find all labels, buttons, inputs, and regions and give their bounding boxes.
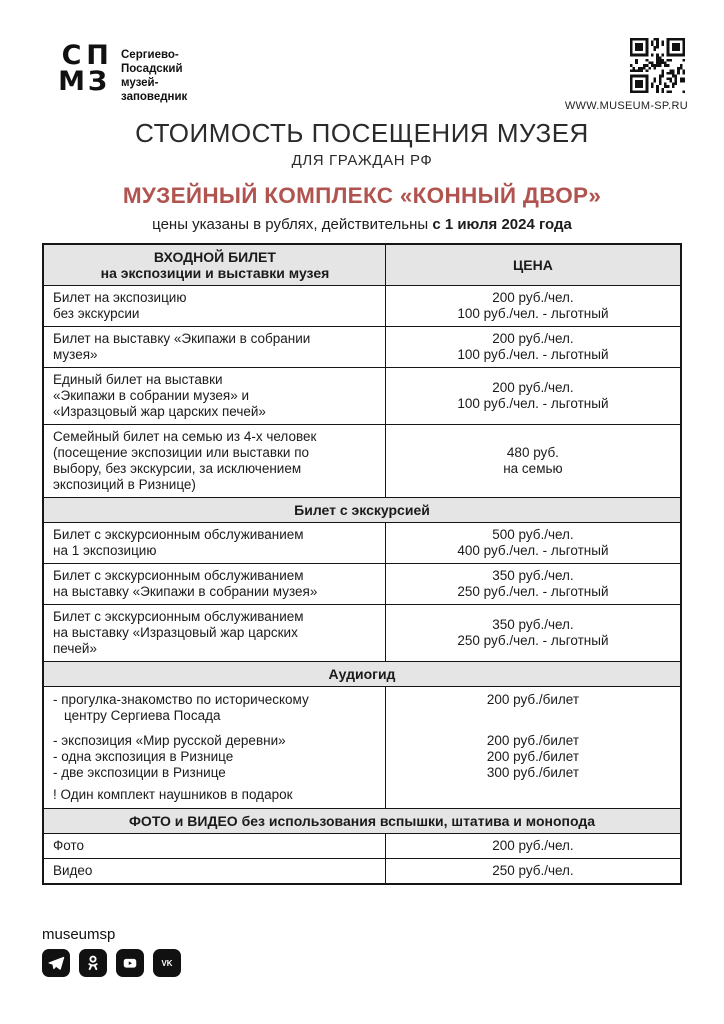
item-price-line: 400 руб./чел. - льготный bbox=[457, 543, 609, 558]
item-name-line: Единый билет на выставки bbox=[53, 372, 223, 387]
table-row bbox=[44, 522, 680, 563]
item-price-line: 250 руб./чел. - льготный bbox=[457, 584, 609, 599]
page-subtitle: ДЛЯ ГРАЖДАН РФ bbox=[291, 152, 433, 169]
audio-note-price bbox=[385, 781, 680, 808]
validity-note bbox=[0, 216, 724, 233]
section-row: Аудиогид bbox=[44, 661, 680, 686]
item-price-line: 100 руб./чел. - льготный bbox=[457, 347, 609, 362]
item-price bbox=[385, 605, 680, 661]
table-row bbox=[44, 563, 680, 604]
org-name-line: заповедник bbox=[121, 91, 188, 104]
youtube-icon bbox=[116, 949, 144, 977]
qr-block bbox=[556, 38, 688, 112]
audio-note: ! Один комплект наушников в подарок bbox=[53, 787, 293, 802]
table-row bbox=[44, 367, 680, 424]
item-price bbox=[385, 327, 680, 367]
item-price-line: 350 руб./чел. bbox=[492, 568, 574, 583]
audio-item bbox=[44, 749, 680, 765]
audio-item bbox=[44, 733, 680, 749]
social-icons-row bbox=[42, 949, 181, 977]
odnoklassniki-icon bbox=[79, 949, 107, 977]
item-name-line: экспозиций в Ризнице) bbox=[53, 477, 196, 492]
item-name bbox=[44, 859, 385, 883]
item-name bbox=[44, 368, 385, 424]
item-price bbox=[385, 523, 680, 563]
audio-item-line: - две экспозиции в Ризнице bbox=[53, 765, 226, 780]
table-row bbox=[44, 858, 680, 883]
item-price-line: 200 руб./чел. bbox=[492, 838, 574, 853]
org-name-line: Сергиево- bbox=[121, 49, 179, 61]
validity-prefix: цены указаны в рублях, действительны bbox=[152, 216, 433, 233]
item-name bbox=[44, 564, 385, 604]
item-name-line: «Изразцовый жар царских печей» bbox=[53, 404, 266, 419]
audio-item-line: - одна экспозиция в Ризнице bbox=[53, 749, 234, 764]
item-name-line: Билет с экскурсионным обслуживанием bbox=[53, 527, 304, 542]
item-name-line: без экскурсии bbox=[53, 306, 140, 321]
item-name bbox=[44, 605, 385, 661]
item-name-line: печей» bbox=[53, 641, 97, 656]
item-name-line: на выставку «Изразцовый жар царских bbox=[53, 625, 298, 640]
audio-item bbox=[44, 687, 680, 733]
audio-item bbox=[44, 765, 680, 781]
header-line: ВХОДНОЙ БИЛЕТ bbox=[153, 249, 276, 265]
logo-letter: М bbox=[58, 66, 84, 97]
logo-letter: П bbox=[86, 40, 108, 71]
audio-item-line: центру Сергиева Посада bbox=[64, 708, 221, 723]
item-price-line: на семью bbox=[503, 461, 563, 476]
website-url: WWW.MUSEUM-SP.RU bbox=[564, 100, 688, 112]
item-price-line: 250 руб./чел. - льготный bbox=[457, 633, 609, 648]
table-row bbox=[44, 833, 680, 858]
item-name-line: Видео bbox=[53, 863, 93, 878]
item-name-line: Билет на выставку «Экипажи в собрании bbox=[53, 331, 311, 346]
museum-logo-mark bbox=[58, 40, 110, 97]
logo-letter: С bbox=[61, 40, 81, 71]
audio-item-price: 200 руб./билет bbox=[385, 687, 680, 733]
page-title: СТОИМОСТЬ ПОСЕЩЕНИЯ МУЗЕЯ bbox=[135, 118, 589, 148]
section-row: ФОТО и ВИДЕО без использования вспышки, штатива и монопода bbox=[44, 808, 680, 833]
org-name bbox=[121, 43, 187, 104]
validity-date: с 1 июля 2024 года bbox=[432, 216, 572, 233]
table-header-row bbox=[44, 245, 680, 285]
audio-note-row bbox=[44, 781, 680, 808]
audiogid-row bbox=[44, 686, 680, 808]
item-name-line: Билет с экскурсионным обслуживанием bbox=[53, 609, 304, 624]
org-name-line: музей- bbox=[121, 77, 159, 90]
audio-item-price: 200 руб./билет bbox=[385, 733, 680, 749]
item-name-line: Билет на экспозицию bbox=[53, 290, 187, 305]
item-name-line: Семейный билет на семью из 4-х человек bbox=[53, 429, 317, 444]
audio-item-name bbox=[44, 687, 385, 733]
item-price bbox=[385, 859, 680, 883]
qr-code-icon bbox=[630, 38, 685, 93]
item-name bbox=[44, 425, 385, 497]
item-price bbox=[385, 564, 680, 604]
svg-text:VK: VK bbox=[161, 959, 173, 969]
item-price-line: 500 руб./чел. bbox=[492, 527, 574, 542]
item-name-line: Билет с экскурсионным обслуживанием bbox=[53, 568, 304, 583]
item-price-line: 250 руб./чел. bbox=[492, 863, 574, 878]
table-row bbox=[44, 604, 680, 661]
table-row bbox=[44, 285, 680, 326]
audio-item-price: 200 руб./билет bbox=[385, 749, 680, 765]
header-cell-ticket bbox=[44, 245, 385, 285]
audio-item-line: - прогулка-знакомство по историческому bbox=[53, 692, 309, 707]
item-price-line: 200 руб./чел. bbox=[492, 290, 574, 305]
item-name-line: на 1 экспозицию bbox=[53, 543, 157, 558]
audio-item-name bbox=[44, 765, 385, 781]
item-price bbox=[385, 286, 680, 326]
complex-title: МУЗЕЙНЫЙ КОМПЛЕКС «КОННЫЙ ДВОР» bbox=[122, 183, 602, 208]
item-price bbox=[385, 834, 680, 858]
header-line: на экспозиции и выставки музея bbox=[100, 265, 330, 281]
item-price bbox=[385, 368, 680, 424]
item-price-line: 200 руб./чел. bbox=[492, 331, 574, 346]
vk-icon bbox=[153, 949, 181, 977]
item-price-line: 100 руб./чел. - льготный bbox=[457, 306, 609, 321]
museum-logo bbox=[58, 40, 188, 104]
item-name-line: (посещение экспозиции или выставки по bbox=[53, 445, 310, 460]
item-name-line: музея» bbox=[53, 347, 98, 362]
org-name-line: Посадский bbox=[121, 63, 183, 76]
item-price-line: 100 руб./чел. - льготный bbox=[457, 396, 609, 411]
item-name-line: Фото bbox=[53, 838, 85, 853]
item-price-line: 350 руб./чел. bbox=[492, 617, 574, 632]
item-name-line: выбору, без экскурсии, за исключением bbox=[53, 461, 302, 476]
telegram-icon bbox=[42, 949, 70, 977]
item-name bbox=[44, 834, 385, 858]
item-price-line: 480 руб. bbox=[506, 445, 559, 460]
item-name bbox=[44, 286, 385, 326]
audio-item-price: 300 руб./билет bbox=[385, 765, 680, 781]
audio-item-line: - экспозиция «Мир русской деревни» bbox=[53, 733, 286, 748]
item-name-line: на выставку «Экипажи в собрании музея» bbox=[53, 584, 318, 599]
audio-item-name bbox=[44, 733, 385, 749]
item-price bbox=[385, 425, 680, 497]
item-name-line: «Экипажи в собрании музея» и bbox=[53, 388, 250, 403]
logo-letter: З bbox=[87, 66, 107, 97]
table-row bbox=[44, 424, 680, 497]
price-table bbox=[42, 243, 682, 885]
header-cell-price: ЦЕНА bbox=[385, 245, 680, 285]
social-handle: museumsp bbox=[42, 926, 116, 943]
audio-item-name bbox=[44, 749, 385, 765]
item-name bbox=[44, 523, 385, 563]
table-row bbox=[44, 326, 680, 367]
item-price-line: 200 руб./чел. bbox=[492, 380, 574, 395]
item-name bbox=[44, 327, 385, 367]
section-row: Билет с экскурсией bbox=[44, 497, 680, 522]
